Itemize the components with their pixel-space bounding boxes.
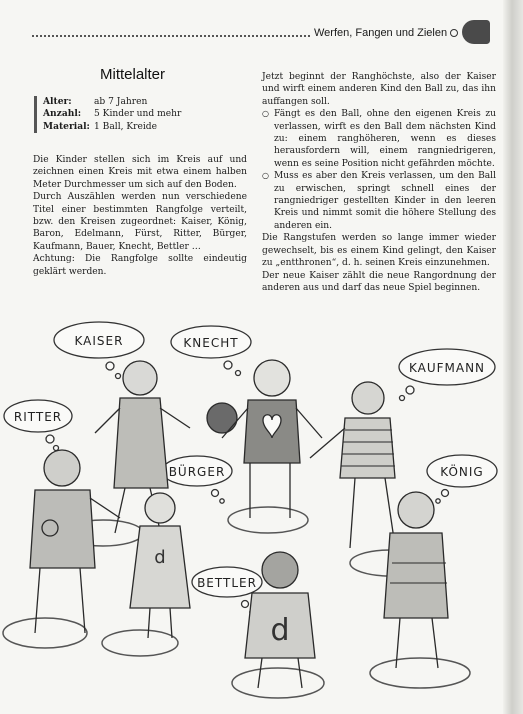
chalk-circle bbox=[228, 507, 308, 533]
meta-key: Anzahl: bbox=[43, 108, 82, 120]
paragraph: Die Kinder stellen sich im Kreis auf und zeichnen einen Kreis mit etwa einem halben Meter Durchmesser um sich auf den Boden. bbox=[33, 155, 247, 190]
bubble-label-buerger: BÜRGER bbox=[168, 465, 226, 479]
chalk-circle bbox=[370, 658, 470, 688]
left-text-column bbox=[33, 154, 247, 278]
bullet-text: Fängt es den Ball, ohne den eigenen Kreis zu verlassen, wirft es den Ball dem nächsten Kind zu: einem ranghöheren, wenn es dieses herausfordern will, einem rangniedrigeren, wenn es seine Position nicht gefährden möchte. bbox=[274, 109, 496, 169]
meta-row-age bbox=[43, 96, 253, 108]
bullet-item bbox=[262, 170, 496, 232]
chalk-circle bbox=[3, 618, 87, 648]
page-tab-badge bbox=[462, 20, 490, 44]
running-header-title: Werfen, Fangen und Zielen bbox=[314, 27, 448, 39]
paragraph: Durch Auszählen werden nun verschiedene Titel einer bestimmten Rangfolge verteilt, bzw. den Kreisen zugeordnet: Kaiser, König, Baron, Edelmann, Fürst, Ritter, Bürger, Kaufmann, Bauer, Knecht, Bettler … bbox=[33, 192, 247, 252]
paragraph: Achtung: Die Rangfolge sollte eindeutig geklärt werden. bbox=[33, 254, 247, 277]
meta-row-material bbox=[43, 121, 253, 133]
child-knecht bbox=[222, 360, 322, 518]
meta-value: ab 7 Jahren bbox=[94, 97, 148, 107]
chalk-circle bbox=[232, 668, 324, 698]
child-koenig bbox=[384, 492, 448, 668]
circle-bullet-icon: ○ bbox=[262, 171, 269, 181]
paragraph: Die Rangstufen werden so lange immer wieder gewechselt, bis es einem Kind gelingt, den Kaiser zu „entthronen“, d. h. seinen Kreis einzunehmen. bbox=[262, 233, 496, 269]
meta-value: 1 Ball, Kreide bbox=[94, 121, 158, 132]
shirt-letter: d bbox=[154, 547, 166, 568]
section-title: Mittelalter bbox=[100, 66, 166, 83]
paragraph: Der neue Kaiser zählt die neue Rangordnung der anderen aus und darf das neue Spiel beginnen. bbox=[262, 270, 496, 293]
bubble-label-ritter: RITTER bbox=[13, 410, 63, 424]
right-text-column bbox=[262, 71, 496, 294]
chalk-circle bbox=[102, 630, 178, 656]
bullet-text: Muss es aber den Kreis verlassen, um den Ball zu erwischen, springt schnell eines der rangniedriger gestellten Kinder in den leeren Kreis und nimmt somit die höhere Stellung des anderen ein. bbox=[274, 171, 496, 231]
paragraph: Jetzt beginnt der Ranghöchste, also der Kaiser und wirft einem anderen Kind den Ball zu, das ihn auffangen soll. bbox=[262, 72, 496, 107]
meta-row-count bbox=[43, 108, 253, 120]
bullet-item bbox=[262, 108, 496, 170]
shirt-letter: d bbox=[270, 613, 290, 648]
child-kaiser bbox=[95, 361, 190, 533]
meta-key: Alter: bbox=[43, 96, 72, 107]
meta-key: Material: bbox=[43, 120, 90, 132]
bubble-label-knecht: KNECHT bbox=[183, 336, 239, 350]
header-dotted-rule bbox=[32, 35, 310, 37]
child-kaufmann bbox=[310, 382, 395, 548]
bubble-label-kaufmann: KAUFMANN bbox=[408, 361, 486, 375]
child-ritter bbox=[30, 450, 120, 633]
ball bbox=[207, 403, 237, 433]
bubble-label-koenig: KÖNIG bbox=[440, 465, 484, 479]
game-info-box bbox=[34, 96, 253, 133]
header-bullet-icon bbox=[450, 29, 458, 37]
bubble-label-kaiser: KAISER bbox=[74, 334, 124, 348]
bubble-label-bettler: BETTLER bbox=[197, 576, 257, 590]
children-playing-illustration bbox=[0, 318, 500, 714]
circle-bullet-icon: ○ bbox=[262, 109, 269, 119]
meta-value: 5 Kinder und mehr bbox=[94, 109, 182, 120]
book-spine-shadow bbox=[503, 0, 523, 714]
